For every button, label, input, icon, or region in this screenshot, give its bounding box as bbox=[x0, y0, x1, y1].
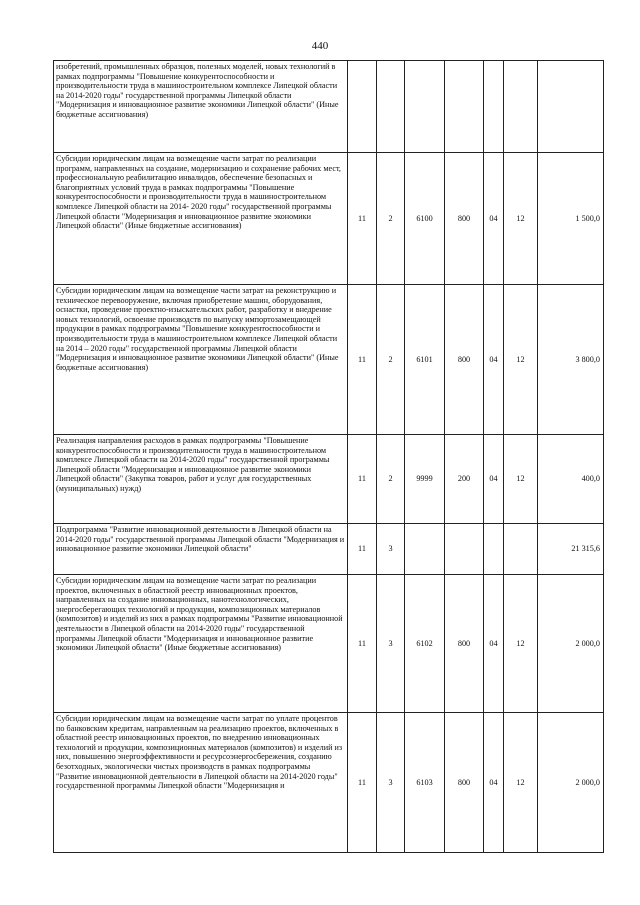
row-code-6 bbox=[504, 61, 538, 153]
row-code-3: 6103 bbox=[405, 713, 445, 853]
table-row bbox=[54, 153, 604, 285]
row-code-3: 6102 bbox=[405, 575, 445, 713]
row-code-1: 11 bbox=[348, 285, 377, 435]
row-code-3 bbox=[405, 61, 445, 153]
row-code-6: 12 bbox=[504, 435, 538, 524]
row-code-5: 04 bbox=[484, 575, 504, 713]
row-code-1: 11 bbox=[348, 435, 377, 524]
row-description: изобретений, промышленных образцов, полезных моделей, новых технологий в рамках подпрограммы "Повышение конкурентоспособности и производительности труда в машиностроительном комплексе Липецкой области на 2014-2020 годы" государственной программы Липецкой области "Модернизация и инновационное развитие экономики Липецкой области" (Иные бюджетные ассигнования) bbox=[54, 61, 348, 153]
table-row bbox=[54, 713, 604, 853]
row-code-5: 04 bbox=[484, 285, 504, 435]
row-code-3 bbox=[405, 524, 445, 575]
page-number: 440 bbox=[311, 40, 329, 52]
row-code-2: 3 bbox=[377, 713, 405, 853]
table-row bbox=[54, 524, 604, 575]
row-code-6: 12 bbox=[504, 153, 538, 285]
row-code-4: 800 bbox=[445, 153, 484, 285]
row-code-2: 3 bbox=[377, 575, 405, 713]
row-description: Субсидии юридическим лицам на возмещение части затрат по реализации проектов, включенных в областной реестр инновационных проектов, направленных на создание инновационных, нанотехнологических, энергосберегающих технологий и продукции, композиционных материалов (композитов) и изделий из них в рамках подпрограммы "Развитие инновационной деятельности в Липецкой области на 2014-2020 годы" государственной программы Липецкой области "Модернизация и инновационное развитие экономики Липецкой области" (Иные бюджетные ассигнования) bbox=[54, 575, 348, 713]
row-code-2: 2 bbox=[377, 153, 405, 285]
row-description: Субсидии юридическим лицам на возмещение части затрат по уплате процентов по банковским кредитам, направленным на реализацию проектов, включенных в областной реестр инновационных проектов, по внедрению инновационных технологий и продукции, композиционных материалов (композитов) и изделий из них, повышению энергоэффективности и ресурсоэнергосбережения, созданию безотходных, экологически чистых производств в рамках подпрограммы "Развитие инновационной деятельности в Липецкой области на 2014-2020 годы" государственной программы Липецкой области "Модернизация и bbox=[54, 713, 348, 853]
row-amount: 3 800,0 bbox=[538, 285, 604, 435]
row-code-1: 11 bbox=[348, 153, 377, 285]
table-row bbox=[54, 61, 604, 153]
row-amount: 1 500,0 bbox=[538, 153, 604, 285]
table-row bbox=[54, 285, 604, 435]
row-amount bbox=[538, 61, 604, 153]
row-amount: 21 315,6 bbox=[538, 524, 604, 575]
row-code-2 bbox=[377, 61, 405, 153]
row-code-1: 11 bbox=[348, 575, 377, 713]
table-row bbox=[54, 575, 604, 713]
row-amount: 2 000,0 bbox=[538, 713, 604, 853]
row-code-6: 12 bbox=[504, 285, 538, 435]
row-description: Подпрограмма "Развитие инновационной деятельности в Липецкой области на 2014-2020 годы" государственной программы Липецкой области "Модернизация и инновационное развитие экономики Липецкой области" bbox=[54, 524, 348, 575]
row-code-5: 04 bbox=[484, 713, 504, 853]
row-description: Реализация направления расходов в рамках подпрограммы "Повышение конкурентоспособности и производительности труда в машиностроительном комплексе Липецкой области на 2014-2020 годы" государственной программы Липецкой области "Модернизация и инновационное развитие экономики Липецкой области" (Закупка товаров, работ и услуг для государственных (муниципальных) нужд) bbox=[54, 435, 348, 524]
row-amount: 2 000,0 bbox=[538, 575, 604, 713]
row-code-5: 04 bbox=[484, 435, 504, 524]
row-code-3: 6101 bbox=[405, 285, 445, 435]
row-code-4: 800 bbox=[445, 575, 484, 713]
row-code-3: 6100 bbox=[405, 153, 445, 285]
row-code-6: 12 bbox=[504, 575, 538, 713]
row-code-5: 04 bbox=[484, 153, 504, 285]
row-code-3: 9999 bbox=[405, 435, 445, 524]
row-code-1 bbox=[348, 61, 377, 153]
row-amount: 400,0 bbox=[538, 435, 604, 524]
row-code-2: 2 bbox=[377, 435, 405, 524]
row-code-1: 11 bbox=[348, 713, 377, 853]
row-code-4 bbox=[445, 524, 484, 575]
row-code-6 bbox=[504, 524, 538, 575]
row-code-4: 800 bbox=[445, 285, 484, 435]
table-row bbox=[54, 435, 604, 524]
row-code-5 bbox=[484, 524, 504, 575]
row-code-4: 200 bbox=[445, 435, 484, 524]
row-code-2: 3 bbox=[377, 524, 405, 575]
row-code-1: 11 bbox=[348, 524, 377, 575]
row-code-2: 2 bbox=[377, 285, 405, 435]
row-code-4 bbox=[445, 61, 484, 153]
row-code-5 bbox=[484, 61, 504, 153]
row-code-6: 12 bbox=[504, 713, 538, 853]
row-description: Субсидии юридическим лицам на возмещение части затрат на реконструкцию и техническое перевооружение, включая приобретение машин, оборудования, оснастки, проведение проектно-изыскательских работ, разработку и внедрение новых технологий, освоение производств по выпуску импортозамещающей продукции в рамках подпрограммы "Повышение конкурентоспособности и производительности труда в машиностроительном комплексе Липецкой области на 2014 – 2020 годы" государственной программы Липецкой области "Модернизация и инновационное развитие экономики Липецкой области" (Иные бюджетные ассигнования) bbox=[54, 285, 348, 435]
row-code-4: 800 bbox=[445, 713, 484, 853]
budget-table bbox=[53, 60, 604, 853]
row-description: Субсидии юридическим лицам на возмещение части затрат по реализации программ, направленных на создание, модернизацию и сохранение рабочих мест, профессиональную реабилитацию инвалидов, обеспечение безопасных и благоприятных условий труда в рамках подпрограммы "Повышение конкурентоспособности и производительности труда в машиностроительном комплексе Липецкой области на 2014- 2020 годы" государственной программы Липецкой области "Модернизация и инновационное развитие экономики Липецкой области" (Иные бюджетные ассигнования) bbox=[54, 153, 348, 285]
